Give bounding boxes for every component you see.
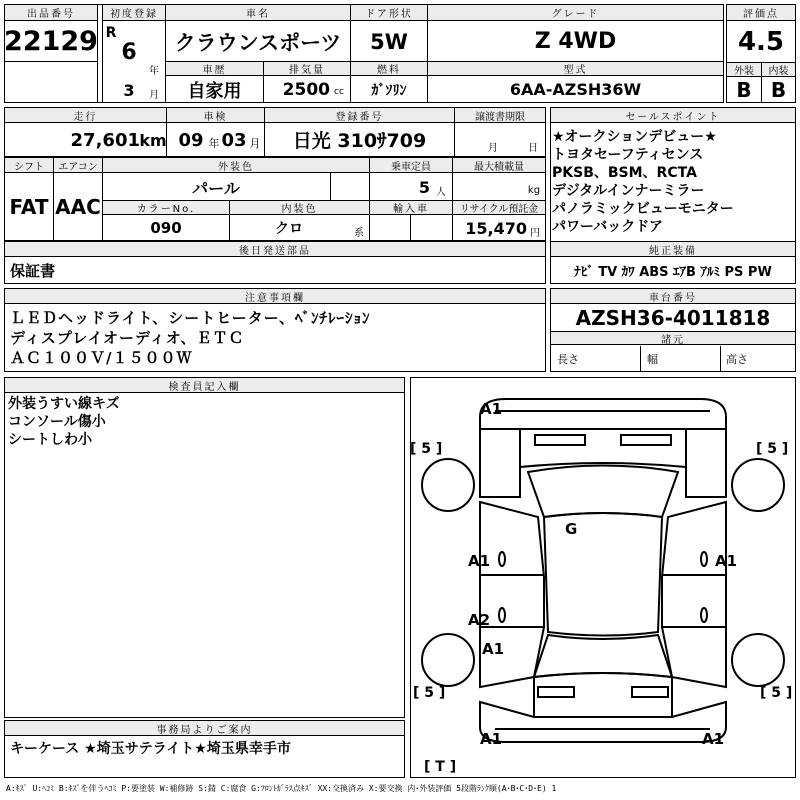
divider xyxy=(5,61,97,62)
inspection-month-unit: 月 xyxy=(249,137,261,150)
reg-month-unit: 月 xyxy=(149,89,159,101)
capacity-label: 乗車定員 xyxy=(370,158,452,173)
inspector-notes xyxy=(8,395,120,449)
mileage: 27,601 xyxy=(70,129,140,151)
color-number: 090 xyxy=(150,219,182,237)
mileage-label: 走行 xyxy=(5,108,166,123)
length-label: 長さ xyxy=(557,353,579,366)
sales-points-list xyxy=(552,128,734,236)
max-load-label: 最大積載量 xyxy=(453,158,545,173)
interior-color: クロ xyxy=(275,221,303,237)
office-label: 事務局よりご案内 xyxy=(5,721,404,736)
tire-front-left: [ 5 ] xyxy=(410,441,443,457)
recycle-deposit: 15,470 xyxy=(465,218,527,238)
divider xyxy=(454,108,455,156)
interior-grade: B xyxy=(770,78,787,102)
car-name: クラウンスポーツ xyxy=(174,30,342,55)
transfer-month-unit: 月 xyxy=(488,142,498,154)
mark-left-rear-door: A2 xyxy=(468,611,491,629)
later-parts-label: 後日発送部品 xyxy=(5,242,545,257)
reg-year: 6 xyxy=(121,39,137,65)
displacement: 2500 xyxy=(282,79,330,100)
score-label: 評価点 xyxy=(727,5,795,21)
divider xyxy=(640,346,641,371)
displacement-unit: cc xyxy=(334,87,344,97)
model-code-label: 型式 xyxy=(428,62,723,76)
tire-rear-right: [ 5 ] xyxy=(760,685,793,701)
inspector-line: 外装うすい線キズ xyxy=(8,396,120,412)
mark-roof: G xyxy=(565,520,578,538)
later-parts-value: 保証書 xyxy=(10,262,56,280)
rear-bumper-outline xyxy=(480,702,726,742)
capacity-unit: 人 xyxy=(436,186,446,198)
chassis-number: AZSH36-4011818 xyxy=(575,305,771,330)
door-label: ドア形状 xyxy=(351,5,427,21)
mark-rear-left: A1 xyxy=(480,730,503,748)
windshield xyxy=(528,466,678,518)
capacity: 5 xyxy=(418,177,430,197)
mark-left-front-door: A1 xyxy=(468,552,491,570)
interior-color-label: 内装色 xyxy=(230,201,369,215)
notes-label: 注意事項欄 xyxy=(5,289,545,304)
note-line: ＬＥＤヘッドライト、シートヒーター、ﾍﾞﾝﾁﾚｰｼｮﾝ xyxy=(10,309,371,327)
max-load-unit: kg xyxy=(527,184,541,196)
shift-label: シフト xyxy=(5,158,53,173)
car-name-label: 車名 xyxy=(166,5,350,21)
score: 4.5 xyxy=(737,27,785,57)
mark-rear-right: A1 xyxy=(702,730,725,748)
exterior-grade-label: 外装 xyxy=(727,63,761,77)
aircon-label: エアコン xyxy=(54,158,102,173)
genuine-equipment-label: 純正装備 xyxy=(551,242,795,257)
mark-front-bumper: A1 xyxy=(480,400,503,418)
office-notice: キーケース ★埼玉サテライト★埼玉県幸手市 xyxy=(10,741,291,757)
front-right-wheel xyxy=(732,459,784,511)
interior-color-unit: 系 xyxy=(354,227,364,239)
divider xyxy=(102,5,103,102)
door-type: 5W xyxy=(370,29,408,54)
divider xyxy=(330,173,331,200)
grade-label: グレード xyxy=(428,5,723,21)
reg-month: 3 xyxy=(123,80,135,100)
genuine-equipment: ﾅﾋﾞ TV ｶﾜ ABS ｴｱB ｱﾙﾐ PS PW xyxy=(574,265,772,280)
sales-point-item: ★オークションデビュー★ xyxy=(552,129,717,145)
sales-points-label: セールスポイント xyxy=(551,108,795,123)
inspection-month: 03 xyxy=(221,129,247,151)
trunk-outline xyxy=(534,673,672,717)
mileage-unit: km xyxy=(139,130,167,150)
width-label: 幅 xyxy=(647,353,658,366)
sales-point-item: パワーバックドア xyxy=(552,219,663,235)
registration-label: 登録番号 xyxy=(265,108,454,123)
history: 自家用 xyxy=(187,80,242,102)
note-line: ディスプレイオーディオ、ＥＴＣ xyxy=(10,329,245,347)
reg-year-unit: 年 xyxy=(149,65,159,77)
divider xyxy=(410,215,411,240)
rear-window xyxy=(534,635,672,677)
sales-point-item: パノラミックビューモニター xyxy=(552,201,734,217)
interior-grade-label: 内装 xyxy=(762,63,795,77)
inspector-label: 検査員記入欄 xyxy=(5,378,404,393)
color-no-label: カラーNo. xyxy=(103,201,229,215)
rear-right-wheel xyxy=(732,634,784,686)
first-reg-label: 初度登録 xyxy=(103,5,165,21)
roof-outline xyxy=(544,513,662,636)
right-front-fender xyxy=(686,429,726,497)
exterior-color-label: 外装色 xyxy=(103,158,369,173)
inspector-line: シートしわ小 xyxy=(8,432,92,448)
front-bumper-outline xyxy=(480,399,726,429)
inspector-line: コンソール傷小 xyxy=(8,414,106,430)
mark-left-rear-quarter: A1 xyxy=(482,640,505,658)
front-left-wheel xyxy=(422,459,474,511)
lot-number-label: 出品番号 xyxy=(5,5,97,21)
exterior-color: パール xyxy=(192,178,240,198)
dims-label: 諸元 xyxy=(551,331,795,345)
model-code: 6AA-AZSH36W xyxy=(509,80,642,99)
import-label: 輸入車 xyxy=(370,201,452,215)
inspection-year-unit: 年 xyxy=(208,137,220,150)
exterior-grade: B xyxy=(736,78,752,102)
grade: Z 4WD xyxy=(534,29,617,54)
fuel: ｶﾞｿﾘﾝ xyxy=(371,82,407,99)
car-damage-diagram xyxy=(410,377,796,778)
divider xyxy=(720,346,721,371)
legend: A:ｷｽﾞ U:ﾍｺﾐ B:ｷｽﾞを伴うﾍｺﾐ P:要塗装 W:補修跡 S:錆 C:腐食 G:ﾌﾛﾝﾄｶﾞﾗｽ点ｷｽﾞ XX:交換済み X:要交換 内･外装評価 5段階ﾗﾝｸ順(A･B･C･D･E) 1 xyxy=(6,784,557,793)
recycle-unit: 円 xyxy=(530,227,540,239)
fuel-label: 燃料 xyxy=(351,62,427,76)
tire-rear-left: [ 5 ] xyxy=(413,685,446,701)
era-mark: R xyxy=(105,25,117,41)
notes-list xyxy=(10,308,371,368)
lot-number: 22129 xyxy=(4,25,98,57)
shift: FAT xyxy=(9,195,49,219)
displacement-label: 排気量 xyxy=(264,62,350,76)
rear-left-wheel xyxy=(422,634,474,686)
sales-point-item: PKSB、BSM、RCTA xyxy=(552,165,697,181)
tire-spare: [ T ] xyxy=(424,759,457,775)
transfer-label: 譲渡書期限 xyxy=(455,108,545,123)
transfer-day-unit: 日 xyxy=(528,142,538,154)
note-line: ＡＣ１００Ｖ/１５００Ｗ xyxy=(10,349,193,367)
tire-front-right: [ 5 ] xyxy=(756,441,789,457)
inspection-label: 車検 xyxy=(167,108,264,123)
chassis-label: 車台番号 xyxy=(551,289,795,304)
inspection-year: 09 xyxy=(178,129,204,151)
left-front-fender xyxy=(480,429,520,497)
mark-right-front-door: A1 xyxy=(715,552,738,570)
aircon: AAC xyxy=(55,195,101,219)
height-label: 高さ xyxy=(726,353,748,366)
registration-number: 日光 310ｻ709 xyxy=(292,129,427,152)
history-label: 車歴 xyxy=(166,62,263,76)
recycle-label: リサイクル預託金 xyxy=(453,201,545,215)
sales-point-item: デジタルインナーミラー xyxy=(552,183,705,199)
sales-point-item: トヨタセーフティセンス xyxy=(552,147,704,163)
